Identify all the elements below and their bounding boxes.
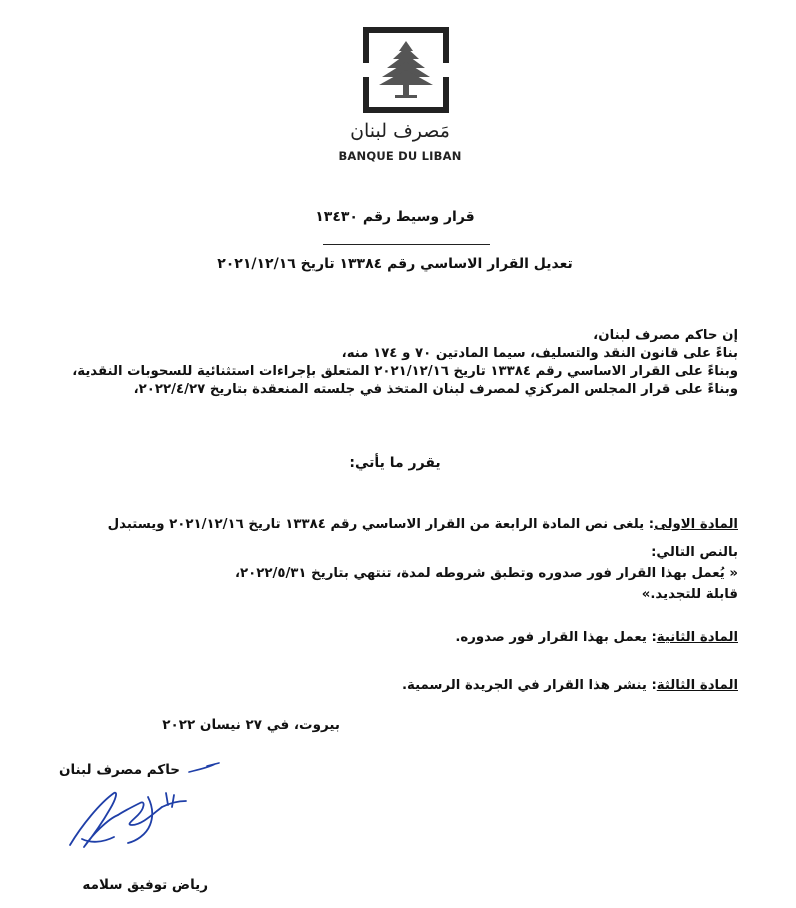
- governor-title: حاكم مصرف لبنان: [58, 762, 180, 778]
- article-text: : ينشر هذا القرار في الجريدة الرسمية.: [401, 678, 657, 693]
- preamble-line: وبناءً على قرار المجلس المركزي لمصرف لبنان المتخذ في جلسته المنعقدة بتاريخ ٢٠٢٢/٤/٢٧،: [133, 382, 738, 397]
- governor-name: رياض توفيق سلامه: [82, 877, 208, 893]
- preamble-line: وبناءً على القرار الاساسي رقم ١٣٣٨٤ تاريخ ٢٠٢١/١٢/١٦ المتعلق بإجراءات استثنائية للسحوبات النقدية،: [72, 364, 738, 379]
- preamble-line: بناءً على قانون النقد والتسليف، سيما المادتين ٧٠ و ١٧٤ منه،: [341, 346, 738, 361]
- decision-title: قرار وسيط رقم ١٣٤٣٠: [315, 209, 475, 225]
- article-label: المادة الثالثة: [656, 678, 738, 693]
- article-text: : يعمل بهذا القرار فور صدوره.: [455, 630, 657, 645]
- title-underline: [323, 244, 490, 245]
- logo-french-text: BANQUE DU LIBAN: [338, 149, 462, 163]
- quoted-text-line: « يُعمل بهذا القرار فور صدوره وتطبق شروطه لمدة، تنتهي بتاريخ ٢٠٢٢/٥/٣١،: [234, 566, 738, 581]
- decision-subject: تعديل القرار الاساسي رقم ١٣٣٨٤ تاريخ ٢٠٢١/١٢/١٦: [217, 256, 573, 272]
- preamble-line: إن حاكم مصرف لبنان،: [593, 328, 738, 343]
- article-text: : يلغى نص المادة الرابعة من القرار الاساسي رقم ١٣٣٨٤ تاريخ ٢٠٢١/١٢/١٦ ويستبدل: [107, 517, 655, 532]
- article-label: المادة الاولى: [654, 517, 738, 532]
- decides-heading: يقرر ما يأتي:: [349, 455, 441, 471]
- article-second: [455, 629, 738, 647]
- article-label: المادة الثانية: [656, 630, 738, 645]
- handwritten-signature-icon: [62, 785, 202, 860]
- handwritten-mark-icon: [185, 760, 225, 776]
- place-and-date: بيروت، في ٢٧ نيسان ٢٠٢٢: [162, 717, 340, 733]
- article-first-continued: بالنص التالي:: [651, 545, 738, 560]
- logo-arabic-text: مَصرف لبنان: [350, 120, 450, 142]
- bdl-cedar-logo-icon: [363, 27, 449, 113]
- article-third: [402, 677, 738, 695]
- article-first: [108, 516, 738, 534]
- quoted-text-line: قابلة للتجديد.»: [641, 587, 738, 602]
